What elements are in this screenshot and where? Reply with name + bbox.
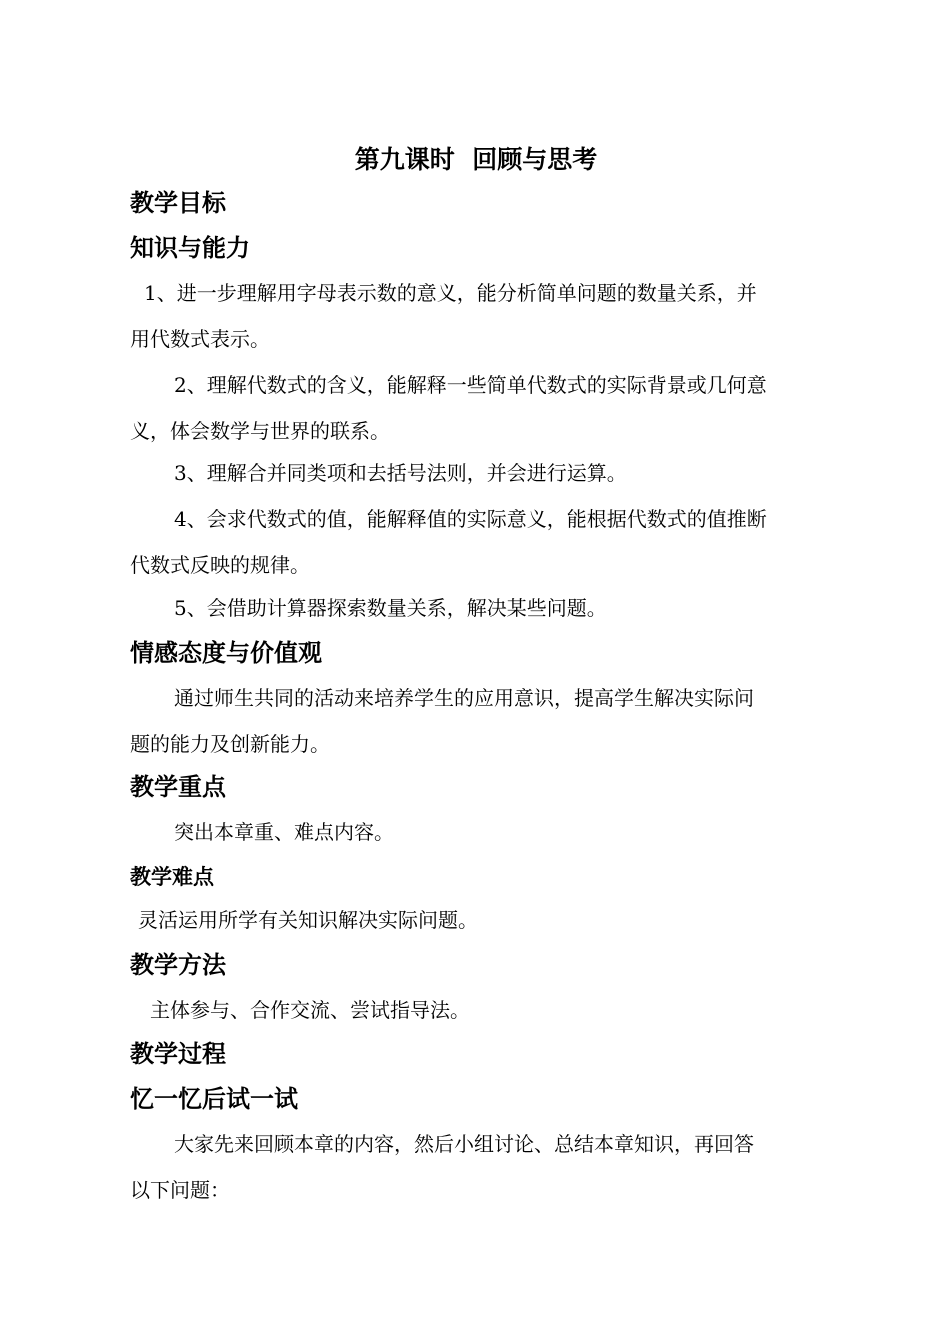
goal-item-1-line1: 1、进一步理解用字母表示数的意义，能分析简单问题的数量关系，并 <box>144 281 757 305</box>
key-heading: 教学重点 <box>130 773 226 801</box>
goal-item-4-line2: 代数式反映的规律。 <box>130 553 310 577</box>
recall-paragraph <box>130 1121 822 1213</box>
method-text: 主体参与、合作交流、尝试指导法。 <box>150 998 470 1022</box>
goal-item-3 <box>130 450 822 496</box>
emotion-line2: 题的能力及创新能力。 <box>130 732 330 756</box>
recall-line1: 大家先来回顾本章的内容，然后小组讨论、总结本章知识，再回答 <box>174 1132 754 1156</box>
difficulty-paragraph <box>130 897 822 943</box>
emotion-line1: 通过师生共同的活动来培养学生的应用意识，提高学生解决实际问 <box>174 686 754 710</box>
goal-item-5-line1: 5、会借助计算器探索数量关系，解决某些问题。 <box>174 596 607 620</box>
emotion-heading: 情感态度与价值观 <box>130 639 322 667</box>
difficulty-text: 灵活运用所学有关知识解决实际问题。 <box>138 908 478 932</box>
goal-item-2-line1: 2、理解代数式的含义，能解释一些简单代数式的实际背景或几何意 <box>174 373 767 397</box>
goals-heading: 教学目标 <box>130 189 226 217</box>
goal-item-4 <box>130 496 822 588</box>
goal-item-4-line1: 4、会求代数式的值，能解释值的实际意义，能根据代数式的值推断 <box>174 507 767 531</box>
goal-item-1 <box>130 270 822 362</box>
recall-heading: 忆一忆后试一试 <box>130 1085 298 1113</box>
difficulty-heading: 教学难点 <box>130 865 214 889</box>
method-paragraph <box>130 987 822 1033</box>
goal-item-5 <box>130 585 822 631</box>
goal-item-1-line2: 用代数式表示。 <box>130 327 270 351</box>
method-heading: 教学方法 <box>130 951 226 979</box>
process-heading: 教学过程 <box>130 1040 226 1068</box>
page-title: 第九课时 回顾与思考 <box>354 145 598 174</box>
knowledge-heading: 知识与能力 <box>130 234 250 262</box>
goal-item-3-line1: 3、理解合并同类项和去括号法则，并会进行运算。 <box>174 461 627 485</box>
goal-item-2 <box>130 362 822 454</box>
key-paragraph <box>130 809 822 855</box>
recall-line2: 以下问题： <box>130 1178 230 1202</box>
goal-item-2-line2: 义，体会数学与世界的联系。 <box>130 419 390 443</box>
key-text: 突出本章重、难点内容。 <box>174 820 394 844</box>
emotion-paragraph <box>130 675 822 767</box>
